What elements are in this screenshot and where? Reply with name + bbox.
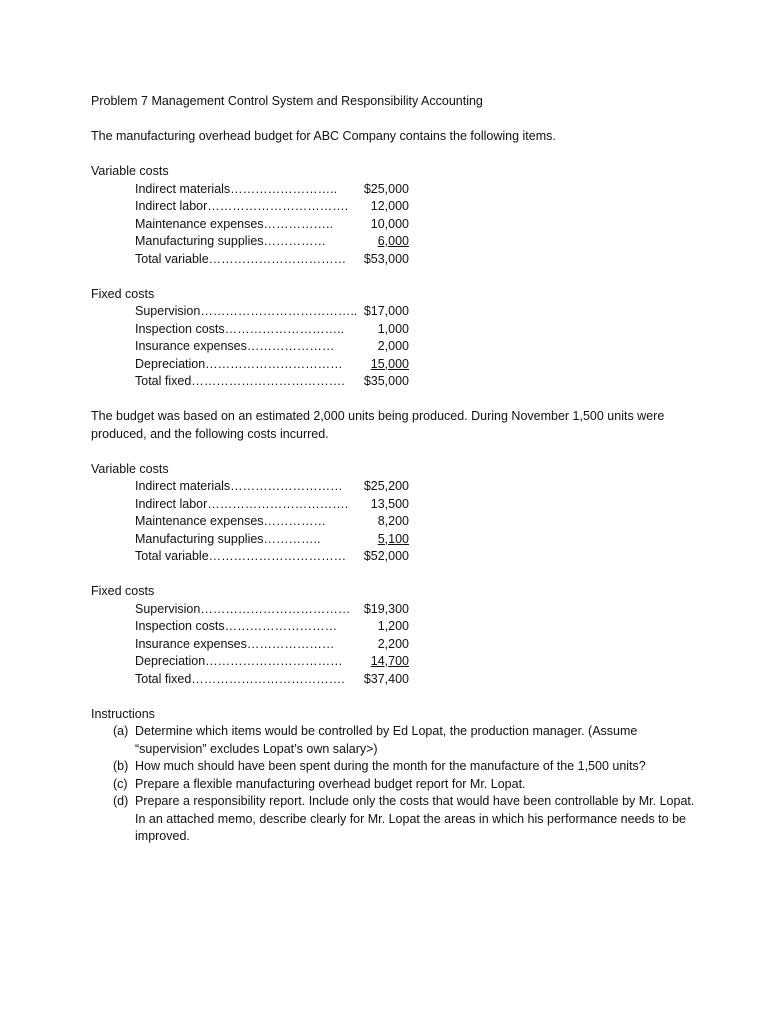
budget-fixed-row (91, 321, 691, 339)
actual-fixed-row (91, 618, 691, 636)
row-amount: 8,200 (377, 514, 409, 528)
budget-variable-row (91, 198, 691, 216)
intro-paragraph: The manufacturing overhead budget for ABC Company contains the following items. (91, 129, 556, 143)
row-amount-underlined: 14,700 (370, 654, 409, 668)
row-amount: 10,000 (370, 216, 409, 231)
budget-variable-row (91, 181, 691, 199)
instruction-item (91, 776, 691, 794)
actual-fixed-total-row (91, 671, 691, 689)
row-label: Total variable…………………………… (135, 251, 347, 266)
row-amount: 2,000 (377, 339, 409, 353)
budget-fixed-row (91, 338, 691, 356)
instruction-letter: (d) (113, 794, 129, 808)
instruction-letter: (c) (113, 776, 128, 791)
row-label: Insurance expenses………………… (135, 339, 335, 353)
row-amount: 1,200 (377, 619, 409, 633)
row-amount: 12,000 (370, 199, 409, 213)
row-amount: $17,000 (363, 304, 409, 318)
actual-variable-total-row (91, 548, 691, 566)
row-amount: $37,400 (363, 671, 409, 686)
row-label: Supervision……………………………… (135, 601, 351, 616)
instruction-item (91, 758, 691, 776)
instruction-item (91, 723, 691, 758)
row-label: Manufacturing supplies………….. (135, 531, 321, 546)
row-label: Indirect materials…………………….. (135, 181, 338, 196)
row-amount: 2,200 (377, 636, 409, 651)
actual-variable-row (91, 531, 691, 549)
row-label: Total fixed………………………………. (135, 671, 345, 686)
row-amount: $25,000 (363, 181, 409, 196)
actual-fixed-heading: Fixed costs (91, 584, 155, 598)
actual-variable-row (91, 478, 691, 496)
instruction-item (91, 793, 695, 846)
row-label: Insurance expenses………………… (135, 636, 335, 651)
document-page (91, 93, 695, 846)
row-label: Total fixed………………………………. (135, 374, 345, 388)
instruction-text: Prepare a responsibility report. Include only the costs that would have been controllable by Mr. Lopat. In an attached memo, describe clearly for Mr. Lopat the areas in which his performance needs to be improved. (135, 794, 695, 843)
budget-fixed-heading: Fixed costs (91, 286, 155, 301)
problem-title: Problem 7 Management Control System and Responsibility Accounting (91, 94, 483, 108)
row-amount: 1,000 (377, 321, 409, 336)
row-label: Maintenance expenses…………….. (135, 216, 334, 231)
row-amount-underlined: 6,000 (377, 234, 409, 248)
budget-fixed-total-row (91, 373, 691, 391)
row-amount: $53,000 (363, 251, 409, 266)
instruction-letter: (a) (113, 724, 129, 738)
budget-variable-row (91, 216, 691, 234)
row-amount: $35,000 (363, 374, 409, 388)
row-label: Maintenance expenses…………… (135, 514, 327, 528)
row-amount: $25,200 (363, 479, 409, 493)
actual-fixed-row (91, 636, 691, 654)
row-label: Depreciation…………………………… (135, 356, 343, 371)
instruction-text: How much should have been spent during the month for the manufacture of the 1,500 units? (135, 759, 646, 773)
actual-fixed-row (91, 653, 691, 671)
row-label: Inspection costs……………………….. (135, 321, 345, 336)
row-amount: $52,000 (363, 549, 409, 563)
actual-variable-row (91, 496, 691, 514)
row-amount-underlined: 15,000 (370, 356, 409, 371)
instruction-text: Prepare a flexible manufacturing overhead budget report for Mr. Lopat. (135, 776, 526, 791)
row-label: Indirect materials……………………… (135, 479, 343, 493)
row-amount-underlined: 5,100 (377, 531, 409, 546)
actual-fixed-row (91, 601, 691, 619)
budget-fixed-row (91, 303, 691, 321)
row-label: Inspection costs……………………… (135, 619, 338, 633)
row-label: Supervision……………………………….. (135, 304, 358, 318)
instruction-letter: (b) (113, 759, 129, 773)
middle-paragraph-line-1: The budget was based on an estimated 2,000 units being produced. During November 1,500 units were (91, 409, 665, 423)
budget-fixed-row (91, 356, 691, 374)
budget-variable-heading: Variable costs (91, 164, 169, 178)
row-label: Depreciation…………………………… (135, 654, 343, 668)
actual-variable-heading: Variable costs (91, 461, 169, 476)
row-label: Manufacturing supplies…………… (135, 234, 327, 248)
middle-paragraph-line-2: produced, and the following costs incurred. (91, 426, 329, 441)
row-label: Total variable…………………………… (135, 549, 347, 563)
budget-variable-total-row (91, 251, 691, 269)
row-label: Indirect labor……………………………. (135, 199, 349, 213)
instructions-heading: Instructions (91, 706, 155, 721)
actual-variable-row (91, 513, 691, 531)
budget-variable-row (91, 233, 691, 251)
row-amount: 13,500 (370, 496, 409, 511)
row-amount: $19,300 (363, 601, 409, 616)
instruction-text: Determine which items would be controlled by Ed Lopat, the production manager. (Assume “supervision” excludes Lopat’s own salary>) (135, 724, 638, 756)
row-label: Indirect labor……………………………. (135, 496, 349, 511)
